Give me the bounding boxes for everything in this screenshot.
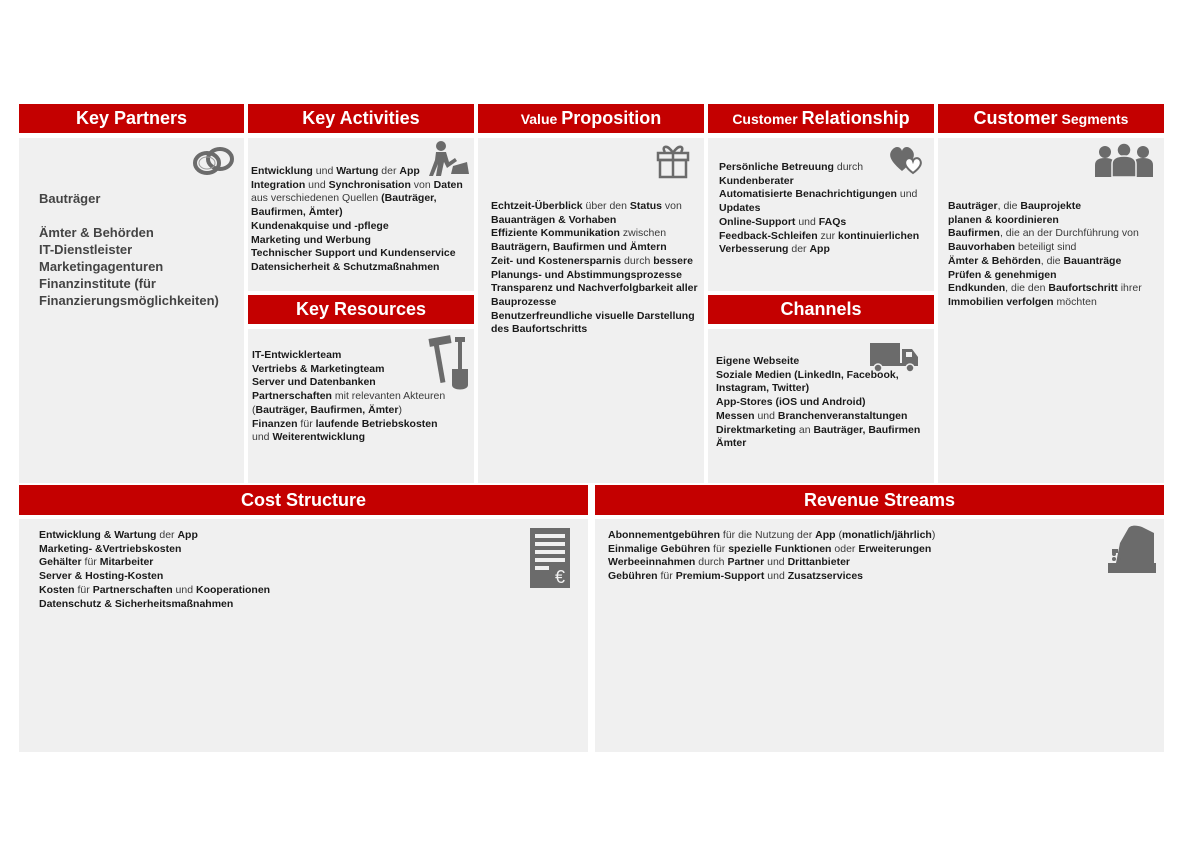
text-run: Automatisierte Benachrichtigungen — [719, 188, 897, 201]
text-run: Branchenveranstaltungen — [777, 409, 908, 422]
text-run: , die — [1040, 254, 1064, 267]
text-run: der — [788, 243, 810, 256]
text-run: beteiligt sind — [1015, 241, 1077, 254]
header-customer-segments — [938, 104, 1164, 133]
text-run: Weiterentwicklung — [272, 431, 366, 444]
list-item — [608, 570, 935, 584]
cash-register-icon — [1106, 523, 1158, 575]
text-run: Kosten — [39, 583, 75, 596]
list-item — [39, 598, 270, 612]
text-run: Server und Datenbanken — [252, 376, 376, 389]
text-run: für — [74, 583, 93, 596]
text-run: Bauträger, Baufirmen — [813, 423, 921, 436]
list-item — [252, 418, 445, 432]
text-run: und — [764, 570, 788, 583]
text-run: Server & Hosting-Kosten — [39, 570, 164, 583]
text-run: , die den — [1005, 282, 1049, 295]
text-run: und — [754, 409, 778, 422]
list-item — [948, 200, 1142, 214]
header-customer-relationship — [708, 104, 934, 133]
text-run: Synchronisation — [328, 178, 411, 191]
text-run: aus verschiedenen Quellen — [251, 192, 382, 205]
text-run: möchten — [1053, 295, 1097, 308]
list-item — [251, 247, 463, 261]
text-run: Status — [629, 200, 662, 212]
list-item — [716, 424, 920, 438]
list-item — [251, 206, 463, 220]
text-run: und — [764, 556, 788, 569]
gift-icon — [655, 141, 691, 179]
text-run: Online-Support — [719, 215, 796, 228]
text-run: Baufortschritt — [1048, 282, 1118, 295]
text-run: zur — [817, 229, 839, 242]
invoice-euro-icon — [530, 528, 570, 588]
text-run: Immobilien verfolgen — [948, 295, 1054, 308]
text-run: Daten — [433, 178, 463, 191]
text-run: Mitarbeiter — [99, 556, 154, 569]
text-run: mit relevanten Akteuren — [331, 390, 446, 403]
list-item — [948, 227, 1142, 241]
text-run: Bauprojekte — [1020, 200, 1082, 212]
text-run: Prüfen & genehmigen — [948, 268, 1057, 281]
svg-text:€: € — [554, 567, 566, 587]
text-run: laufende Betriebskosten — [315, 417, 438, 430]
header-revenue-streams — [595, 485, 1164, 515]
list-item — [491, 214, 698, 228]
people-group-icon — [1093, 143, 1155, 177]
list-item — [608, 556, 935, 570]
text-run: Datenschutz & Sicherheitsmaßnahmen — [39, 597, 234, 610]
text-run: , die — [997, 200, 1021, 212]
list-item — [491, 323, 698, 337]
header-key-partners-label: Key Partners — [75, 108, 188, 128]
list-item — [948, 241, 1142, 255]
text-run: Integration — [251, 178, 306, 191]
header-key-partners — [19, 104, 244, 133]
text-run: und — [896, 188, 918, 201]
text-run: , die an der Durchführung von — [999, 227, 1139, 240]
text-run: Messen — [716, 409, 755, 422]
text-run: Persönliche Betreuung — [719, 161, 834, 173]
text-run: Kooperationen — [196, 583, 271, 596]
list-item — [719, 161, 919, 175]
key-partner-item: Ämter & Behörden — [39, 225, 154, 240]
list-item — [252, 390, 445, 404]
text-run: Direktmarketing — [716, 423, 796, 436]
text-run: FAQs — [818, 215, 847, 228]
text-run: Erweiterungen — [858, 542, 932, 555]
text-run: Updates — [719, 202, 761, 215]
header-revenue-streams-label: Revenue Streams — [803, 489, 956, 510]
text-run: monatlich/jährlich — [841, 529, 932, 541]
list-item — [719, 216, 919, 230]
text-run: Bauanträge — [1063, 254, 1122, 267]
list-item — [252, 376, 445, 390]
text-run: Partnerschaften — [92, 583, 173, 596]
text-run: Feedback-Schleifen — [719, 229, 818, 242]
text-run: Bauträger, Baufirmen, Ämter — [255, 403, 399, 416]
list-item — [491, 241, 698, 255]
text-run: Bauvorhaben — [948, 241, 1016, 254]
rings-icon — [191, 145, 237, 177]
text-run: Vertriebs & Marketingteam — [252, 362, 385, 375]
text-run: spezielle Funktionen — [728, 542, 832, 555]
list-item — [948, 255, 1142, 269]
text-run: durch — [833, 161, 864, 173]
text-run: ( — [835, 529, 842, 541]
text-run: ( — [252, 403, 256, 416]
list-item — [39, 543, 270, 557]
text-run: für — [710, 542, 729, 555]
text-run: App — [809, 243, 830, 256]
revenue-streams-list — [608, 529, 935, 584]
text-run: Datensicherheit & Schutzmaßnahmen — [251, 260, 440, 273]
list-item — [251, 261, 463, 275]
list-item — [251, 234, 463, 248]
header-cr-big: Relationship — [801, 108, 910, 128]
list-item — [716, 369, 920, 383]
header-cs-small: Segments — [1061, 110, 1129, 127]
text-run: ) — [931, 529, 936, 541]
text-run: Ämter — [716, 437, 747, 450]
header-value-big: Proposition — [561, 108, 662, 128]
list-item — [252, 404, 445, 418]
channels-list — [716, 355, 920, 451]
key-partner-item: Finanzinstitute (für — [39, 276, 156, 291]
text-run: Entwicklung — [251, 165, 313, 177]
list-item — [39, 556, 270, 570]
list-item — [716, 410, 920, 424]
customer-segments-list — [948, 200, 1142, 310]
text-run: Instagram, Twitter) — [716, 382, 810, 395]
text-run: Verbesserung — [719, 243, 789, 256]
text-run: durch — [621, 254, 654, 267]
text-run: Benutzerfreundliche visuelle Darstellung — [491, 309, 695, 322]
text-run: Abonnementgebühren — [608, 529, 720, 541]
list-item — [491, 227, 698, 241]
header-value-proposition — [478, 104, 704, 133]
list-item — [491, 200, 698, 214]
list-item — [491, 296, 698, 310]
customer-relationship-list — [719, 161, 919, 257]
list-item — [719, 202, 919, 216]
text-run: Werbeeinnahmen — [608, 556, 696, 569]
list-item — [719, 175, 919, 189]
text-run: für — [657, 570, 676, 583]
text-run: Baufirmen, Ämter) — [251, 206, 343, 219]
text-run: Bauprozesse — [491, 295, 557, 308]
list-item — [719, 230, 919, 244]
text-run: Marketing und Werbung — [251, 233, 371, 246]
text-run: Baufirmen — [948, 227, 1000, 240]
text-run: und — [305, 178, 329, 191]
list-item — [491, 269, 698, 283]
text-run: Gebühren — [608, 570, 658, 583]
text-run: Echtzeit-Überblick — [491, 200, 583, 212]
header-channels-label: Channels — [780, 299, 862, 319]
header-channels — [708, 295, 934, 324]
list-item — [251, 165, 463, 179]
text-run: Marketing- &Vertriebskosten — [39, 542, 182, 555]
text-run: und — [252, 431, 273, 444]
text-run: für — [81, 556, 100, 569]
text-run: für — [297, 417, 316, 430]
header-value-small: Value — [520, 110, 558, 127]
header-cs-big: Customer — [973, 108, 1058, 128]
list-item — [948, 214, 1142, 228]
text-run: durch — [695, 556, 728, 569]
list-item — [39, 584, 270, 598]
key-activities-list — [251, 165, 463, 275]
text-run: von — [410, 178, 434, 191]
value-proposition-list — [491, 200, 698, 337]
list-item — [491, 310, 698, 324]
key-partner-item: Finanzierungsmöglichkeiten) — [39, 293, 219, 308]
text-run: an — [795, 423, 814, 436]
key-partner-item: Bauträger — [39, 191, 101, 206]
text-run: ) — [398, 403, 402, 416]
header-key-resources — [248, 295, 474, 324]
list-item — [251, 192, 463, 206]
key-partners-list — [39, 190, 219, 309]
text-run: Drittanbieter — [787, 556, 850, 569]
text-run: und — [795, 215, 819, 228]
cost-structure-list — [39, 529, 270, 611]
header-cr-small: Customer — [732, 110, 798, 127]
text-run: zwischen — [619, 227, 667, 240]
text-run: Eigene Webseite — [716, 355, 800, 367]
text-run: App — [399, 165, 420, 177]
list-item — [948, 269, 1142, 283]
text-run: Partner — [727, 556, 765, 569]
text-run: Einmalige Gebühren — [608, 542, 711, 555]
list-item — [491, 255, 698, 269]
list-item — [716, 437, 920, 451]
text-run: bessere — [653, 254, 693, 267]
key-resources-list — [252, 349, 445, 445]
list-item — [716, 396, 920, 410]
key-partner-item: IT-Dienstleister — [39, 242, 133, 257]
text-run: Kundenberater — [719, 174, 794, 187]
list-item — [251, 220, 463, 234]
text-run: von — [662, 200, 682, 212]
text-run: IT-Entwicklerteam — [252, 349, 342, 361]
text-run: und — [312, 165, 337, 177]
text-run: (Bauträger, — [381, 192, 437, 205]
list-item — [252, 349, 445, 363]
text-run: und — [172, 583, 196, 596]
text-run: Wartung — [336, 165, 379, 177]
header-key-resources-label: Key Resources — [295, 299, 427, 319]
text-run: der — [378, 165, 400, 177]
text-run: Bauanträgen & Vorhaben — [491, 213, 617, 226]
list-item — [491, 282, 698, 296]
header-cost-structure — [19, 485, 588, 515]
text-run: App — [815, 529, 836, 541]
text-run: Kundenakquise und -pflege — [251, 219, 389, 232]
text-run: Zusatzservices — [787, 570, 864, 583]
text-run: Finanzen — [252, 417, 298, 430]
list-item — [252, 363, 445, 377]
text-run: Partnerschaften — [252, 390, 332, 403]
list-item — [719, 243, 919, 257]
list-item — [948, 296, 1142, 310]
panel-customer-segments — [938, 138, 1164, 483]
text-run: Soziale Medien (LinkedIn, Facebook, — [716, 368, 899, 381]
text-run: Bauträger — [948, 200, 998, 212]
key-partner-item: Marketingagenturen — [39, 259, 164, 274]
list-item — [948, 282, 1142, 296]
text-run: Gehälter — [39, 556, 82, 569]
list-item — [252, 431, 445, 445]
text-run: des Baufortschritts — [491, 323, 588, 336]
list-item — [608, 529, 935, 543]
text-run: Ämter & Behörden — [948, 254, 1041, 267]
list-item — [716, 355, 920, 369]
text-run: Transparenz und Nachverfolgbarkeit aller — [491, 282, 698, 295]
text-run: Zeit- und Kostenersparnis — [491, 254, 622, 267]
key-partner-spacer — [39, 207, 219, 224]
text-run: Bauträgern, Baufirmen und Ämtern — [491, 241, 667, 254]
text-run: Planungs- und Abstimmungsprozesse — [491, 268, 682, 281]
text-run: über den — [582, 200, 630, 212]
text-run: Premium-Support — [675, 570, 765, 583]
text-run: App-Stores (iOS und Android) — [716, 396, 866, 409]
text-run: Effiziente Kommunikation — [491, 227, 620, 240]
header-cost-structure-label: Cost Structure — [240, 489, 366, 510]
text-run: kontinuierlichen — [838, 229, 920, 242]
text-run: App — [177, 529, 198, 541]
text-run: planen & koordinieren — [948, 213, 1059, 226]
header-key-activities — [248, 104, 474, 133]
list-item — [716, 382, 920, 396]
text-run: der — [156, 529, 178, 541]
list-item — [719, 188, 919, 202]
text-run: oder — [831, 542, 859, 555]
text-run: ihrer — [1117, 282, 1142, 295]
text-run: Entwicklung & Wartung — [39, 529, 157, 541]
list-item — [39, 570, 270, 584]
text-run: für die Nutzung der — [720, 529, 816, 541]
list-item — [251, 179, 463, 193]
header-key-activities-label: Key Activities — [302, 108, 420, 128]
list-item — [39, 529, 270, 543]
list-item — [608, 543, 935, 557]
text-run: Technischer Support und Kundenservice — [251, 247, 456, 260]
text-run: Endkunden — [948, 282, 1006, 295]
